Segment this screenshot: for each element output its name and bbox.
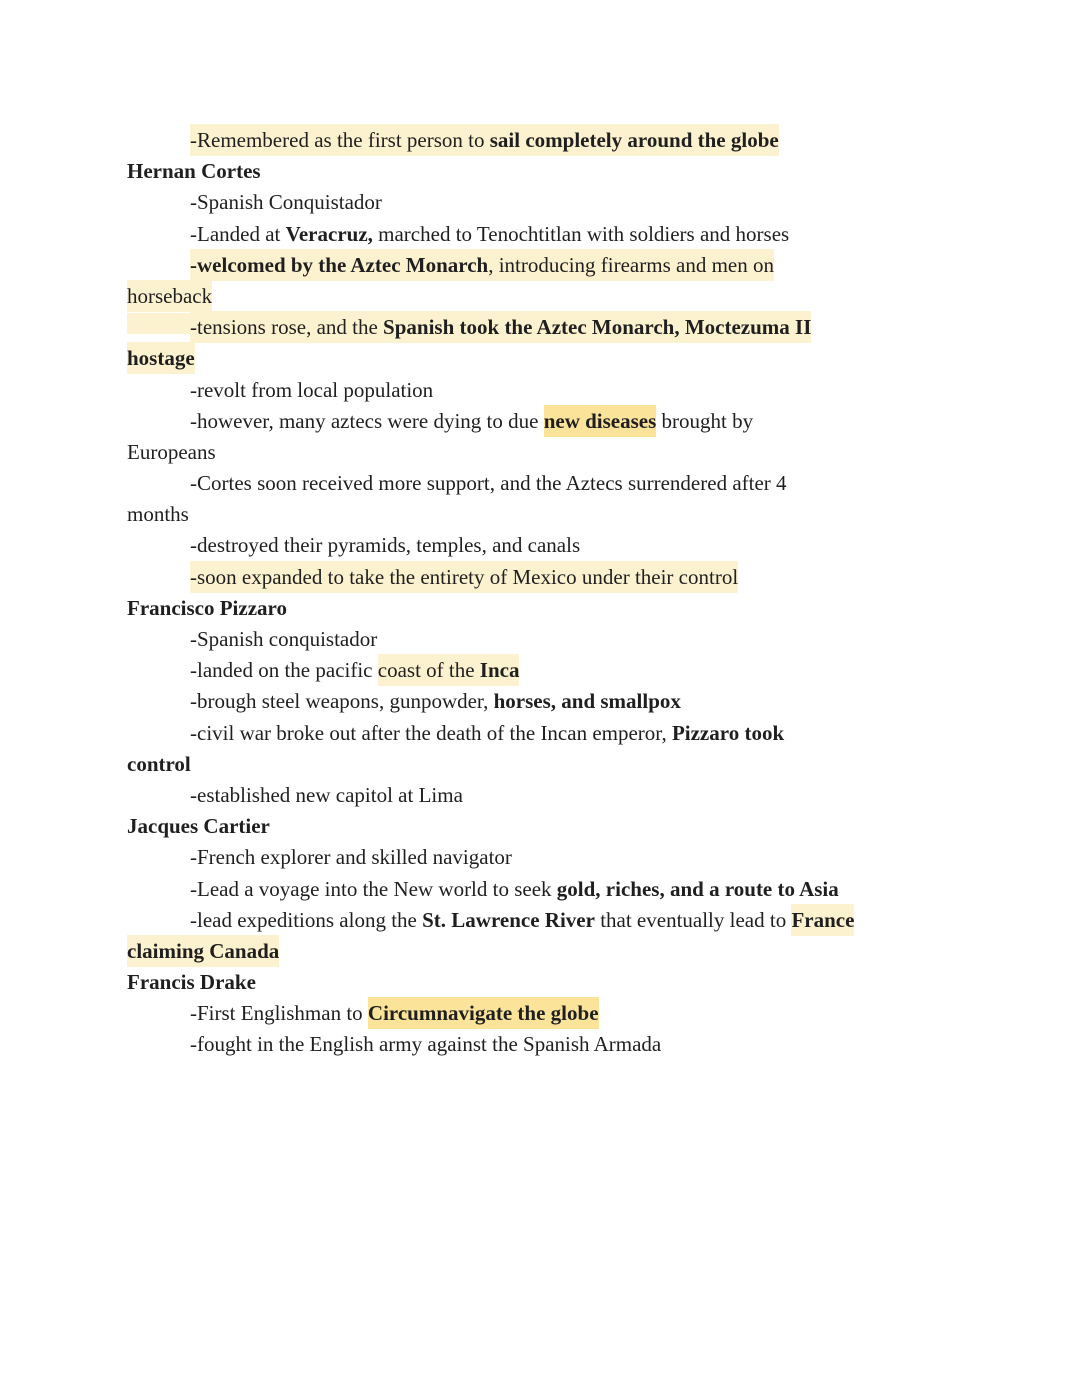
doc-line xyxy=(127,343,980,374)
text-segment: -established new capitol at Lima xyxy=(190,782,463,807)
text-segment: -Remembered as the first person to xyxy=(190,124,490,156)
text-segment: -lead expeditions along the xyxy=(190,907,423,932)
text-segment: -Landed at xyxy=(190,221,286,246)
text-segment: -Cortes soon received more support, and the Aztecs surrendered after 4 xyxy=(190,471,787,496)
text-segment: Spanish took the Aztec Monarch, Moctezuma II xyxy=(383,311,811,343)
tab-indent xyxy=(127,469,190,490)
text-segment: -Spanish Conquistador xyxy=(190,190,382,215)
text-segment: claiming Canada xyxy=(127,935,279,967)
text-segment: -however, many aztecs were dying to due xyxy=(190,408,544,433)
text-segment: brought by xyxy=(656,408,754,433)
text-segment: sail completely around the globe xyxy=(490,124,779,156)
text-segment: -welcomed by the Aztec Monarch xyxy=(190,249,488,281)
text-segment: Inca xyxy=(480,654,520,686)
doc-line xyxy=(127,437,980,468)
text-segment: that eventually lead to xyxy=(594,907,792,932)
doc-line xyxy=(127,874,980,905)
text-segment: gold, riches, and a route to Asia xyxy=(556,876,839,901)
doc-line xyxy=(127,312,980,343)
text-segment: Veracruz, xyxy=(285,221,373,246)
tab-indent xyxy=(127,875,190,896)
doc-line xyxy=(127,468,980,499)
tab-indent xyxy=(127,251,190,272)
doc-line xyxy=(127,936,980,967)
tab-indent xyxy=(127,126,190,147)
doc-line xyxy=(127,406,980,437)
text-segment: -French explorer and skilled navigator xyxy=(190,845,512,870)
doc-line xyxy=(127,125,980,156)
doc-line xyxy=(127,499,980,530)
text-segment: -Spanish conquistador xyxy=(190,627,378,651)
tab-indent xyxy=(127,719,190,740)
doc-line xyxy=(127,718,980,749)
text-segment: -First Englishman to xyxy=(190,1001,368,1026)
text-segment: France xyxy=(791,904,854,936)
text-segment: -fought in the English army against the Spanish Armada xyxy=(190,1032,662,1057)
text-segment: -civil war broke out after the death of the Incan emperor, xyxy=(190,720,672,745)
text-segment: St. Lawrence River xyxy=(422,907,595,932)
text-segment: coast of the xyxy=(378,654,480,686)
text-segment: Circumnavigate the globe xyxy=(368,997,599,1029)
doc-line xyxy=(127,842,980,873)
text-segment: hostage xyxy=(127,342,195,374)
tab-indent xyxy=(127,843,190,864)
doc-line xyxy=(127,593,980,624)
doc-line xyxy=(127,811,980,842)
tab-indent xyxy=(127,625,190,646)
text-segment: Francis Drake xyxy=(127,970,256,995)
text-segment: new diseases xyxy=(544,405,657,437)
doc-line xyxy=(127,749,980,780)
doc-line xyxy=(127,530,980,561)
text-segment: horseback xyxy=(127,280,212,312)
tab-indent xyxy=(127,656,190,677)
doc-line xyxy=(127,998,980,1029)
tab-indent xyxy=(127,563,190,584)
text-segment: Europeans xyxy=(127,439,216,464)
text-segment: -brough steel weapons, gunpowder, xyxy=(190,689,494,714)
text-segment: , introducing firearms and men on xyxy=(488,249,774,281)
doc-line xyxy=(127,156,980,187)
tab-indent xyxy=(127,1030,190,1051)
text-segment: -soon expanded to take the entirety of Mexico under their control xyxy=(190,561,738,593)
tab-indent xyxy=(127,906,190,927)
tab-indent xyxy=(127,531,190,552)
doc-line xyxy=(127,905,980,936)
text-segment: Pizzaro took xyxy=(671,720,785,745)
doc-line xyxy=(127,219,980,250)
tab-indent xyxy=(127,687,190,708)
text-segment: -Lead a voyage into the New world to seek xyxy=(190,876,557,901)
tab-indent xyxy=(127,999,190,1020)
doc-line xyxy=(127,281,980,312)
doc-line xyxy=(127,562,980,593)
doc-line xyxy=(127,187,980,218)
doc-line xyxy=(127,967,980,998)
doc-line xyxy=(127,1029,980,1060)
text-segment: control xyxy=(127,751,191,776)
text-segment: Jacques Cartier xyxy=(127,814,270,839)
text-segment: months xyxy=(127,502,189,527)
tab-indent xyxy=(127,376,190,397)
text-segment: -destroyed their pyramids, temples, and canals xyxy=(190,533,581,558)
doc-line xyxy=(127,624,980,655)
document-body xyxy=(127,125,980,1061)
doc-line xyxy=(127,655,980,686)
tab-indent xyxy=(127,220,190,241)
text-segment: -tensions rose, and the xyxy=(190,311,383,343)
text-segment: -landed on the pacific xyxy=(190,658,378,683)
doc-line xyxy=(127,686,980,717)
text-segment: Hernan Cortes xyxy=(127,159,261,184)
text-segment: Francisco Pizzaro xyxy=(127,595,287,620)
text-segment: -revolt from local population xyxy=(190,377,434,402)
text-segment: horses, and smallpox xyxy=(493,689,681,714)
doc-line xyxy=(127,250,980,281)
tab-indent xyxy=(127,313,190,334)
tab-indent xyxy=(127,407,190,428)
tab-indent xyxy=(127,781,190,802)
tab-indent xyxy=(127,188,190,209)
text-segment: marched to Tenochtitlan with soldiers and horses xyxy=(372,221,790,246)
doc-line xyxy=(127,780,980,811)
doc-line xyxy=(127,375,980,406)
